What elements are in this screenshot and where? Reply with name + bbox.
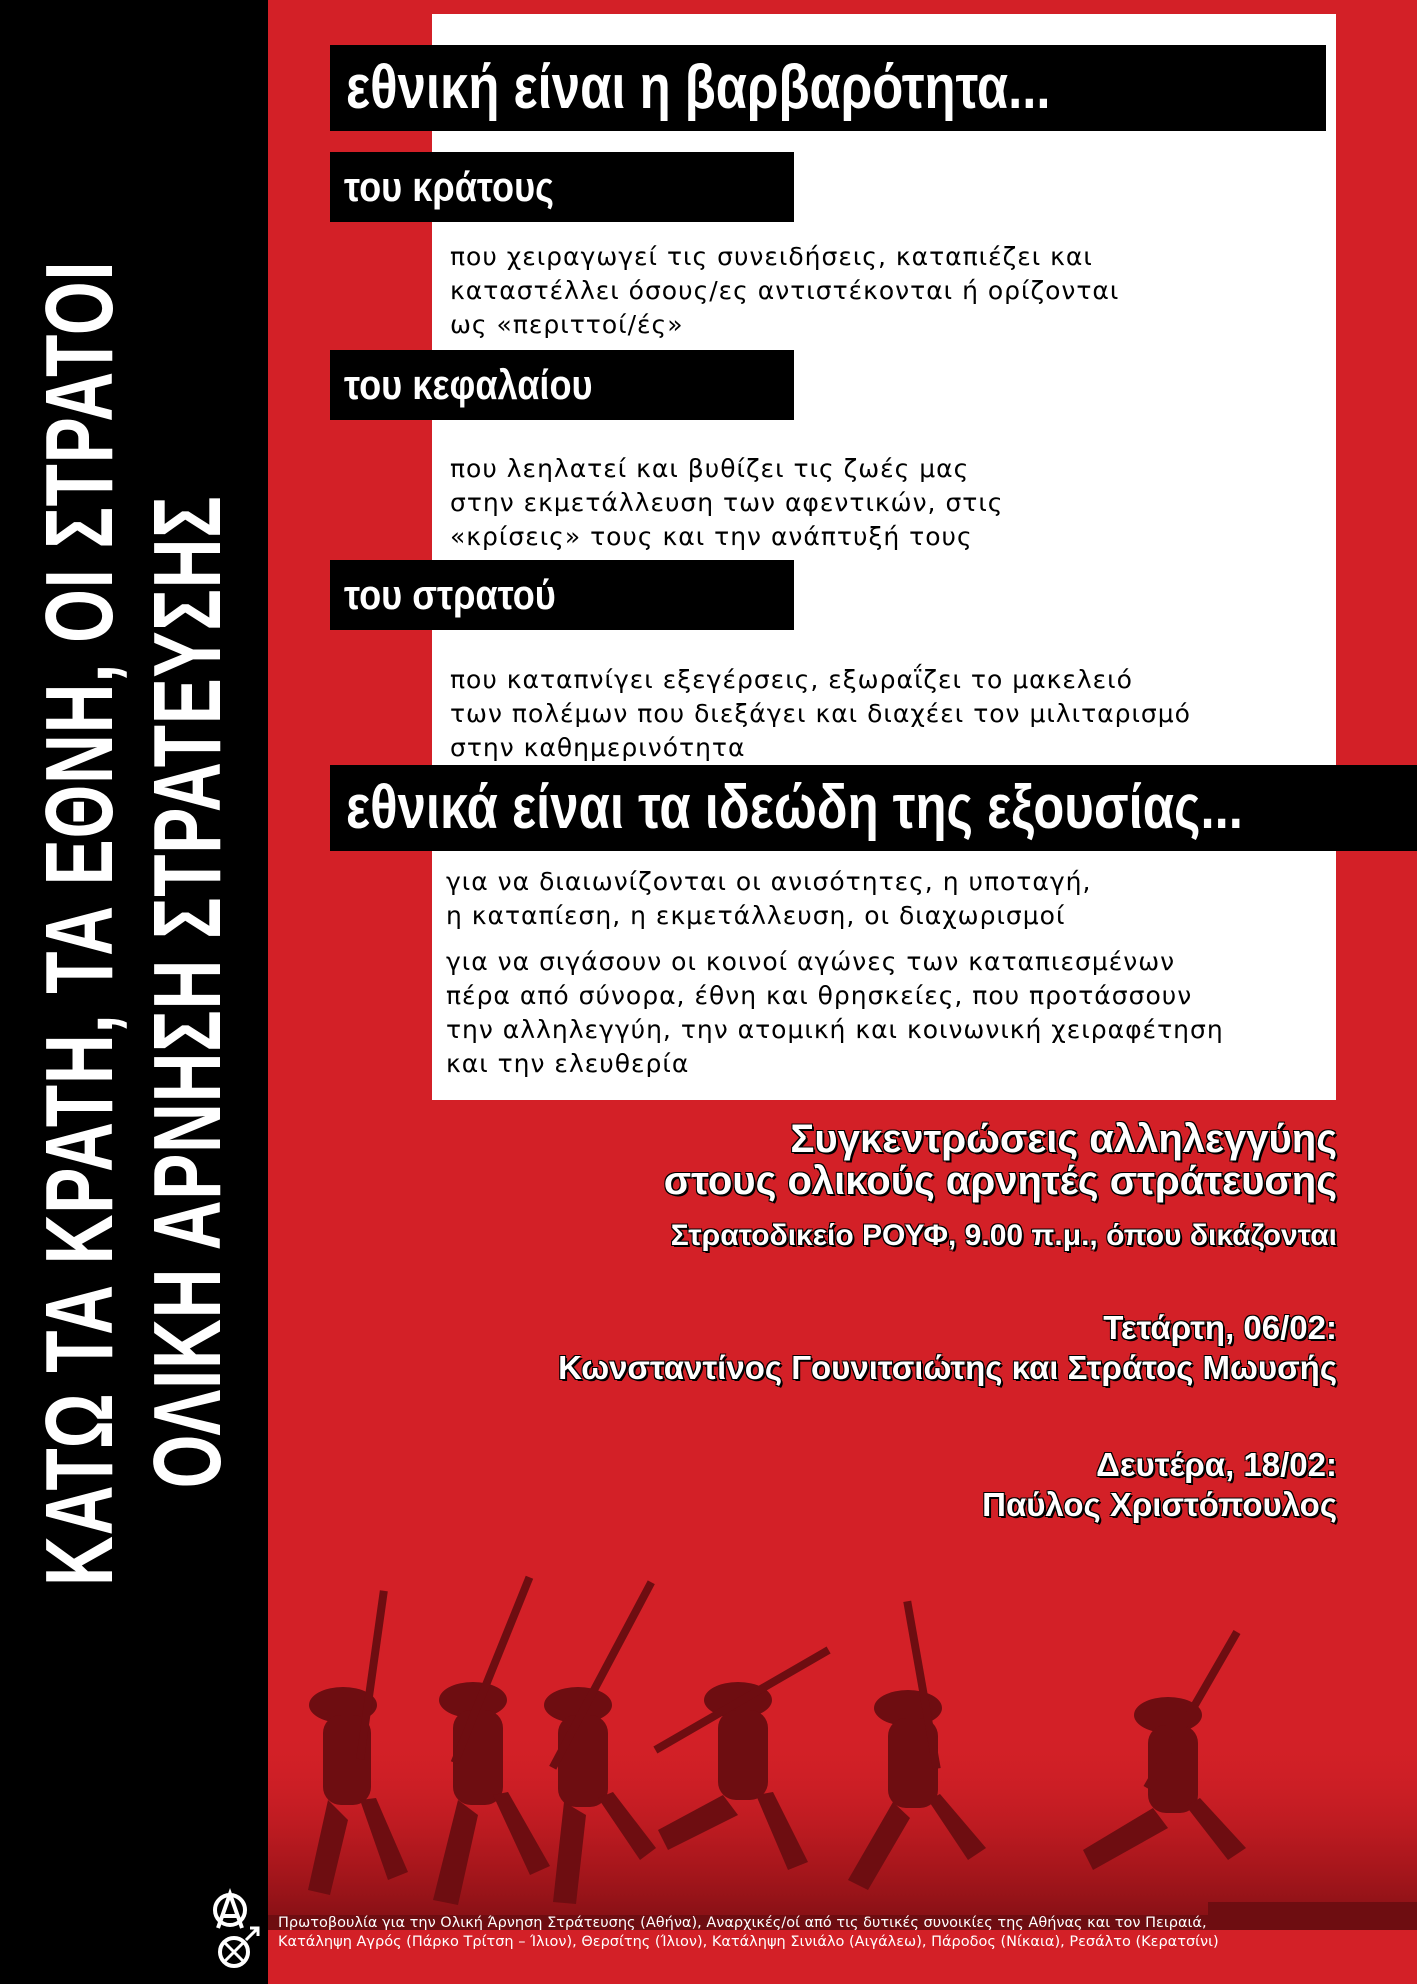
- footer-line2: Κατάληψη Αγρός (Πάρκο Τρίτση – Ίλιον), Θερσίτης (Ίλιον), Κατάληψη Σινιάλο (Αιγάλεω), Πάροδος (Νίκαια), Ρεσάλτο (Κερατσίνι): [278, 1934, 1219, 1950]
- event-title: Συγκεντρώσεις αλληλεγγύης στους ολικούς αρνητές στράτευσης: [663, 1117, 1337, 1203]
- vertical-title-line1: ΚΑΤΩ ΤΑ ΚΡΑΤΗ, ΤΑ ΕΘΝΗ, ΟΙ ΣΤΡΑΤΟΙ: [26, 260, 133, 1586]
- subheading-army: του στρατού: [330, 560, 794, 630]
- event-date-2: Δευτέρα, 18/02: Παύλος Χριστόπουλος: [982, 1446, 1337, 1523]
- text-army: που καταπνίγει εξεγέρσεις, εξωραΐζει το μακελειό των πολέμων που διεξάγει και διαχέει τον μιλιταρισμό στην καθημερινότητα: [450, 665, 1191, 762]
- text-ideals-2: για να σιγάσουν οι κοινοί αγώνες των καταπιεσμένων πέρα από σύνορα, έθνη και θρησκείες, που προτάσσουν την αλληλεγγύη, την ατομική και κοινωνική χειραφέτηση και την ελευθερία: [446, 947, 1224, 1078]
- footer-line1: Πρωτοβουλία για την Ολική Άρνηση Στράτευσης (Αθήνα), Αναρχικές/οί από τις δυτικές συνοικίες της Αθήνας και τον Πειραιά,: [278, 1915, 1207, 1931]
- text-state: που χειραγωγεί τις συνειδήσεις, καταπιέζει και καταστέλλει όσους/ες αντιστέκονται ή ορίζονται ως «περιττοί/ές»: [450, 242, 1120, 339]
- vertical-title-line2: ΟΛΙΚΗ ΑΡΝΗΣΗ ΣΤΡΑΤΕΥΣΗΣ: [134, 495, 241, 1489]
- main-heading-2: εθνικά είναι τα ιδεώδη της εξουσίας...: [330, 765, 1417, 851]
- subheading-state: του κράτους: [330, 152, 794, 222]
- event-venue: Στρατοδικείο ΡΟΥΦ, 9.00 π.μ., όπου δικάζονται: [670, 1219, 1337, 1252]
- soldiers-silhouette-illustration: [268, 1530, 1417, 1930]
- subheading-capital: του κεφαλαίου: [330, 350, 794, 420]
- main-heading-1: εθνική είναι η βαρβαρότητα...: [330, 45, 1326, 131]
- text-ideals-1: για να διαιωνίζονται οι ανισότητες, η υποταγή, η καταπίεση, η εκμετάλλευση, οι διαχωρισμοί: [446, 867, 1092, 930]
- text-capital: που λεηλατεί και βυθίζει τις ζωές μας στην εκμετάλλευση των αφεντικών, στις «κρίσεις» τους και την ανάπτυξή τους: [450, 454, 1004, 551]
- vertical-title: [26, 167, 242, 1817]
- event-date-1: Τετάρτη, 06/02: Κωνσταντίνος Γουνιτσιώτης και Στράτος Μωυσής: [558, 1309, 1337, 1386]
- anarchy-symbol-icon: [208, 1888, 264, 1978]
- footer-credits: [278, 1914, 1403, 1952]
